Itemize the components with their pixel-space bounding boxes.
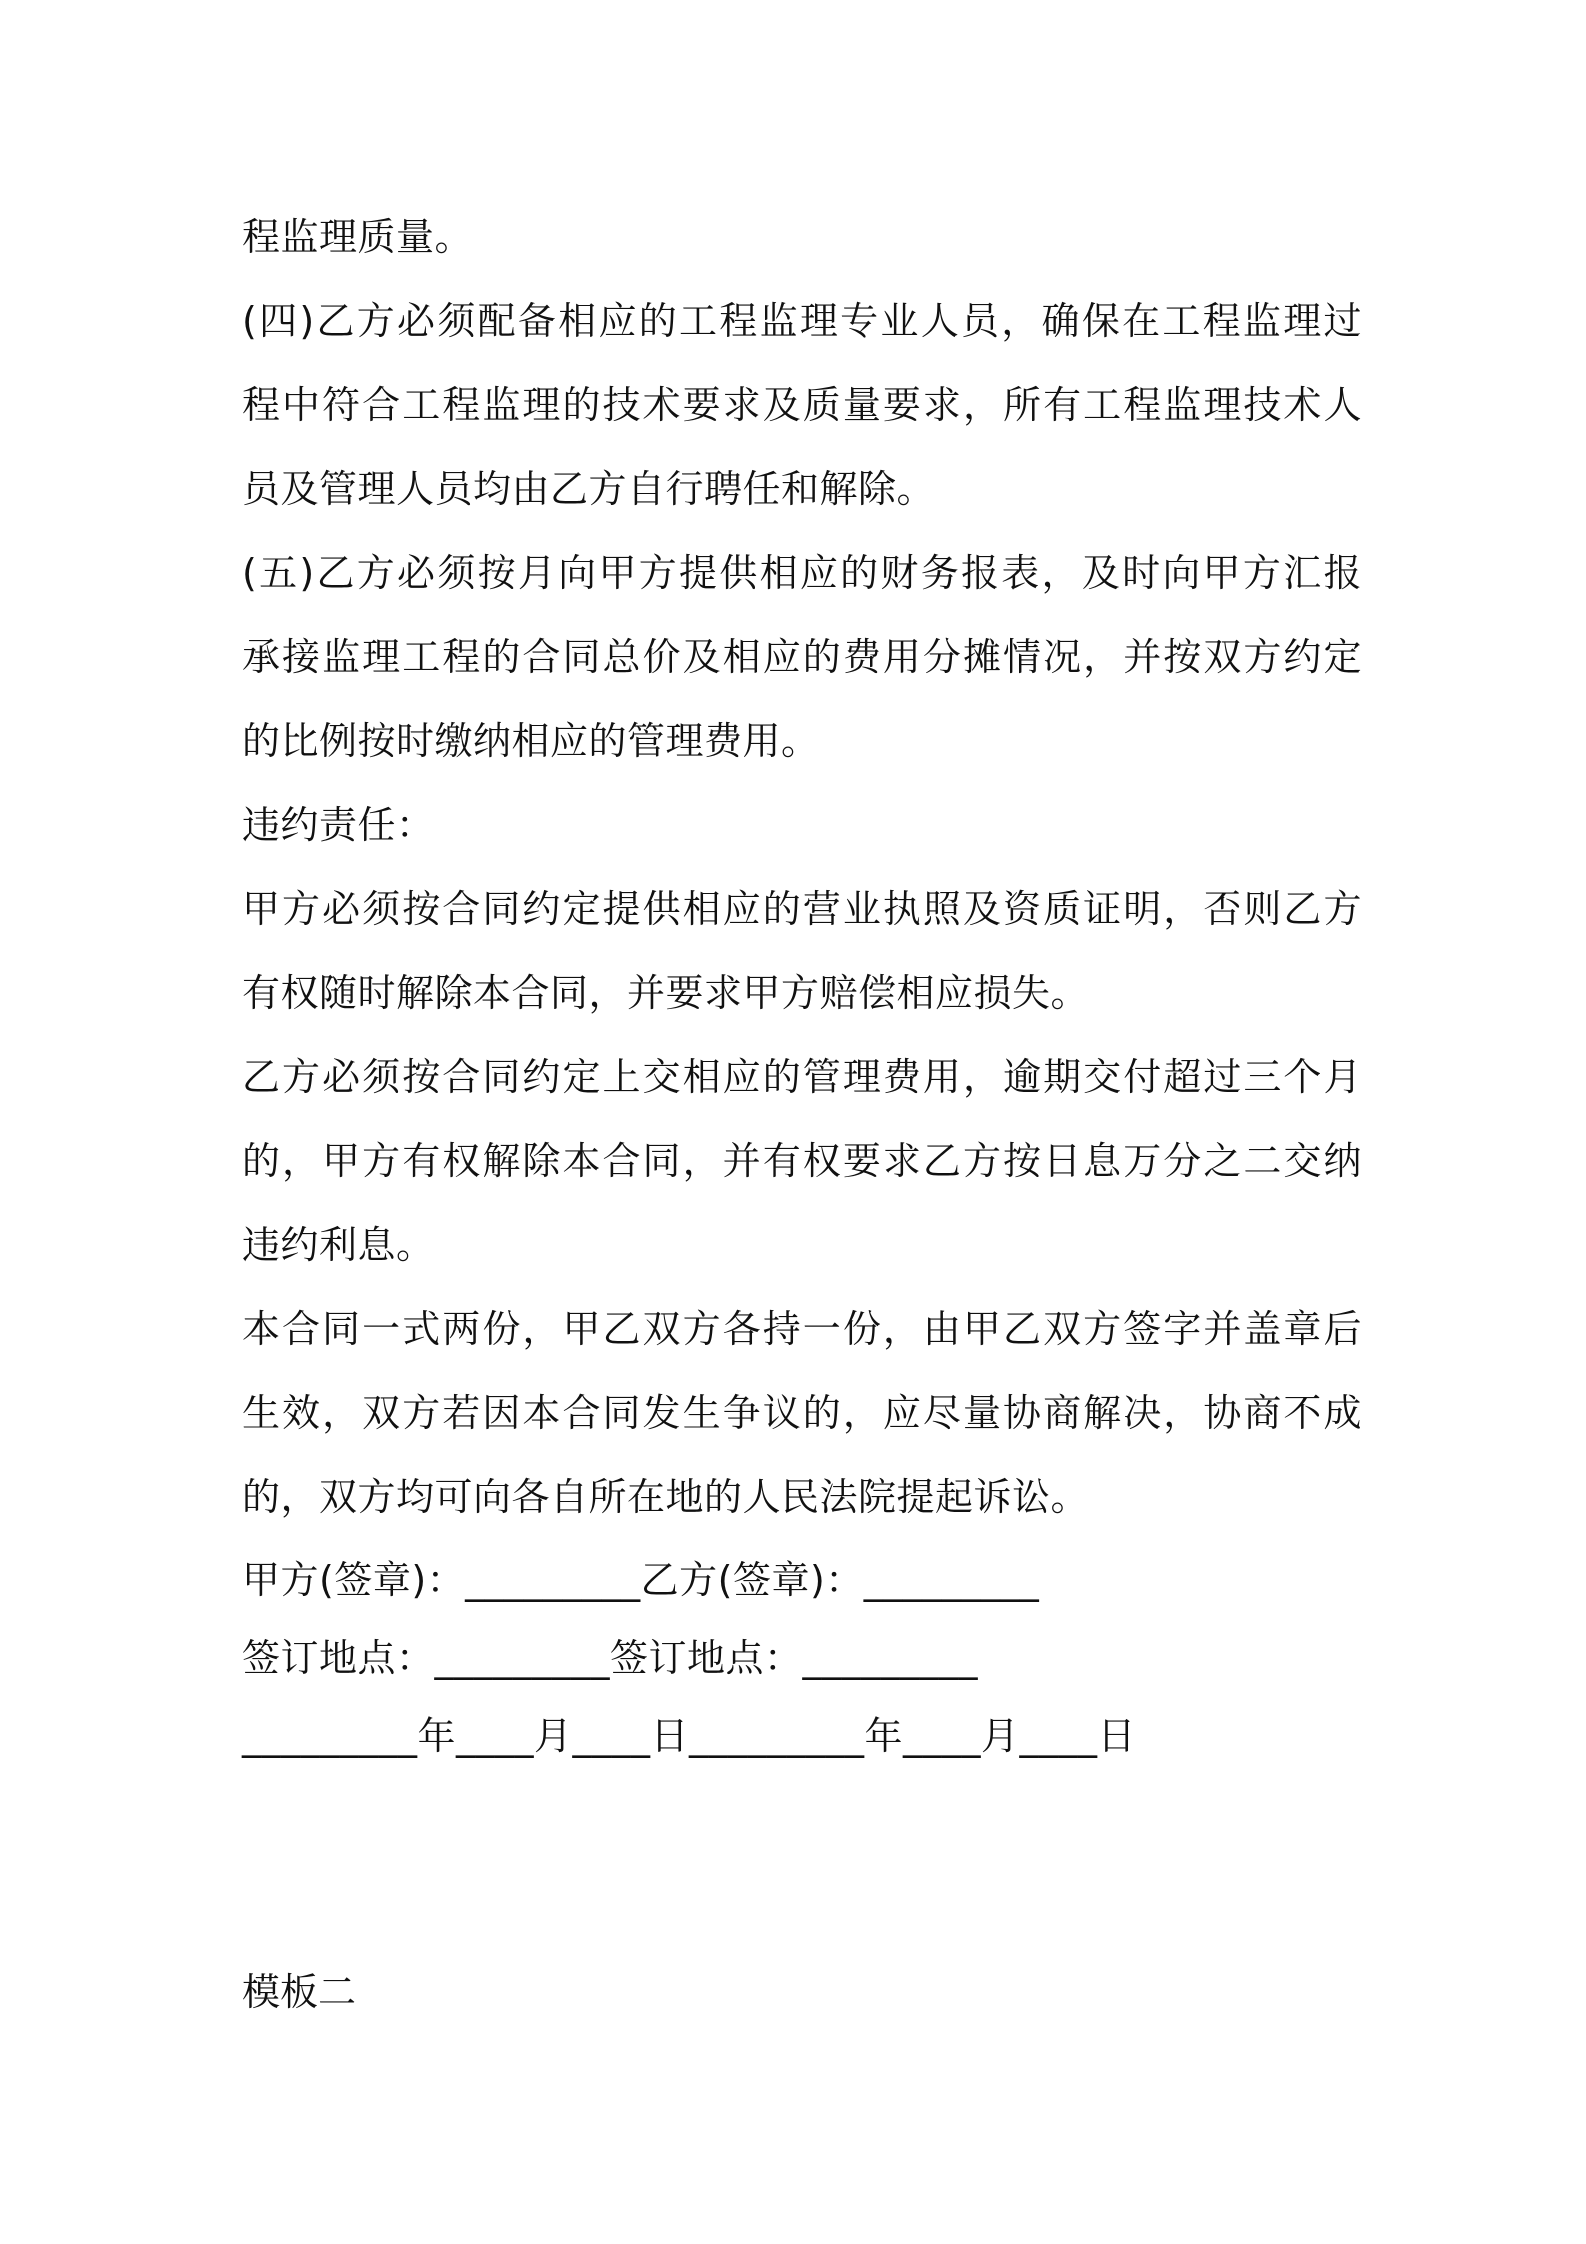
paragraph-line: 的，甲方有权解除本合同，并有权要求乙方按日息万分之二交纳 xyxy=(242,1139,1362,1183)
signature-place-line: 签订地点：_________签订地点：_________ xyxy=(242,1636,979,1680)
paragraph-line: 本合同一式两份，甲乙双方各持一份，由甲乙双方签字并盖章后 xyxy=(242,1307,1362,1351)
template-heading: 模板二 xyxy=(242,1970,357,2014)
paragraph-line: 有权随时解除本合同，并要求甲方赔偿相应损失。 xyxy=(242,971,1090,1015)
paragraph-line: 生效，双方若因本合同发生争议的，应尽量协商解决，协商不成 xyxy=(242,1391,1362,1435)
paragraph-line: (四)乙方必须配备相应的工程监理专业人员，确保在工程监理过 xyxy=(242,299,1362,343)
paragraph-line: 程监理质量。 xyxy=(242,215,474,259)
paragraph-line: 的，双方均可向各自所在地的人民法院提起诉讼。 xyxy=(242,1475,1090,1519)
paragraph-line: 乙方必须按合同约定上交相应的管理费用，逾期交付超过三个月 xyxy=(242,1055,1362,1099)
contract-body xyxy=(242,195,1362,1775)
signature-date-line: _________年____月____日_________年____月____日 xyxy=(242,1714,1137,1758)
paragraph-line: 甲方必须按合同约定提供相应的营业执照及资质证明，否则乙方 xyxy=(242,887,1362,931)
paragraph-line: 承接监理工程的合同总价及相应的费用分摊情况，并按双方约定 xyxy=(242,635,1362,679)
signature-block xyxy=(242,1541,1362,1775)
paragraph-line: 程中符合工程监理的技术要求及质量要求，所有工程监理技术人 xyxy=(242,383,1362,427)
signature-party-line: 甲方(签章)：_________乙方(签章)：_________ xyxy=(242,1558,1040,1602)
paragraph-line: 员及管理人员均由乙方自行聘任和解除。 xyxy=(242,467,936,511)
section-heading-breach: 违约责任： xyxy=(242,803,435,847)
paragraph-line: 的比例按时缴纳相应的管理费用。 xyxy=(242,719,820,763)
paragraph-line: (五)乙方必须按月向甲方提供相应的财务报表，及时向甲方汇报 xyxy=(242,551,1362,595)
paragraph-line: 违约利息。 xyxy=(242,1223,435,1267)
